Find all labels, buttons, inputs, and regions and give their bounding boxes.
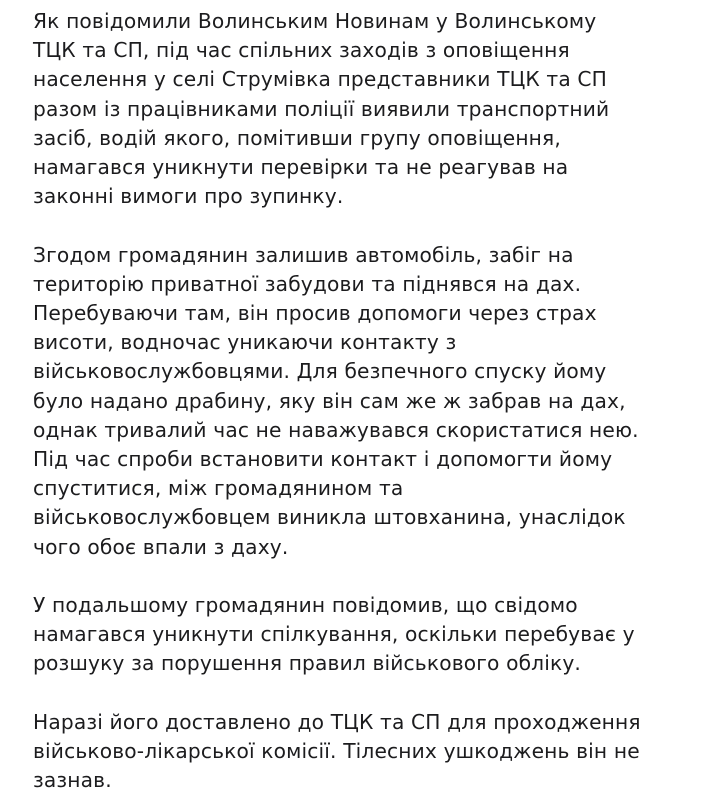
text-line: однак тривалий час не наважувався скористатися нею. bbox=[33, 417, 639, 442]
text-line: Під час спроби встановити контакт і допомогти йому bbox=[33, 447, 613, 472]
text-line: Як повідомили Волинським Новинам у Волинському bbox=[33, 9, 597, 33]
text-line: військово-лікарської комісії. Тілесних ушкоджень він не bbox=[33, 739, 640, 764]
text-line: ТЦК та СП, під час спільних заходів з оповіщення bbox=[33, 38, 570, 63]
paragraph-1 bbox=[33, 7, 702, 211]
text-line: засіб, водій якого, помітивши групу оповіщення, bbox=[33, 125, 561, 150]
text-line: територію приватної забудови та піднявся на дах. bbox=[33, 271, 582, 296]
text-line: Перебуваючи там, він просив допомоги через страх bbox=[33, 301, 597, 326]
text-line: спуститися, між громадянином та bbox=[33, 476, 404, 501]
paragraph-3 bbox=[33, 591, 702, 679]
text-line: населення у селі Струмівка представники ТЦК та СП bbox=[33, 67, 608, 92]
text-line: Наразі його доставлено до ТЦК та СП для проходження bbox=[33, 709, 641, 734]
paragraph-4 bbox=[33, 708, 702, 796]
text-line: висоти, водночас уникаючи контакту з bbox=[33, 330, 457, 355]
paragraph-2 bbox=[33, 241, 702, 562]
text-line: У подальшому громадянин повідомив, що свідомо bbox=[33, 593, 578, 618]
text-line: розшуку за порушення правил військового обліку. bbox=[33, 651, 581, 676]
text-line: було надано драбину, яку він сам же ж забрав на дах, bbox=[33, 388, 626, 413]
text-line: законні вимоги про зупинку. bbox=[33, 184, 344, 209]
text-line: разом із працівниками поліції виявили транспортний bbox=[33, 96, 610, 121]
text-line: військовослужбовцями. Для безпечного спуску йому bbox=[33, 359, 607, 384]
text-line: намагався уникнути спілкування, оскільки перебуває у bbox=[33, 622, 635, 647]
text-line: чого обоє впали з даху. bbox=[33, 534, 289, 559]
text-line: військовослужбовцем виникла штовханина, унаслідок bbox=[33, 505, 626, 530]
text-line: Згодом громадянин залишив автомобіль, забіг на bbox=[33, 242, 574, 267]
text-line: намагався уникнути перевірки та не реагував на bbox=[33, 155, 569, 180]
text-line: зазнав. bbox=[33, 768, 112, 793]
